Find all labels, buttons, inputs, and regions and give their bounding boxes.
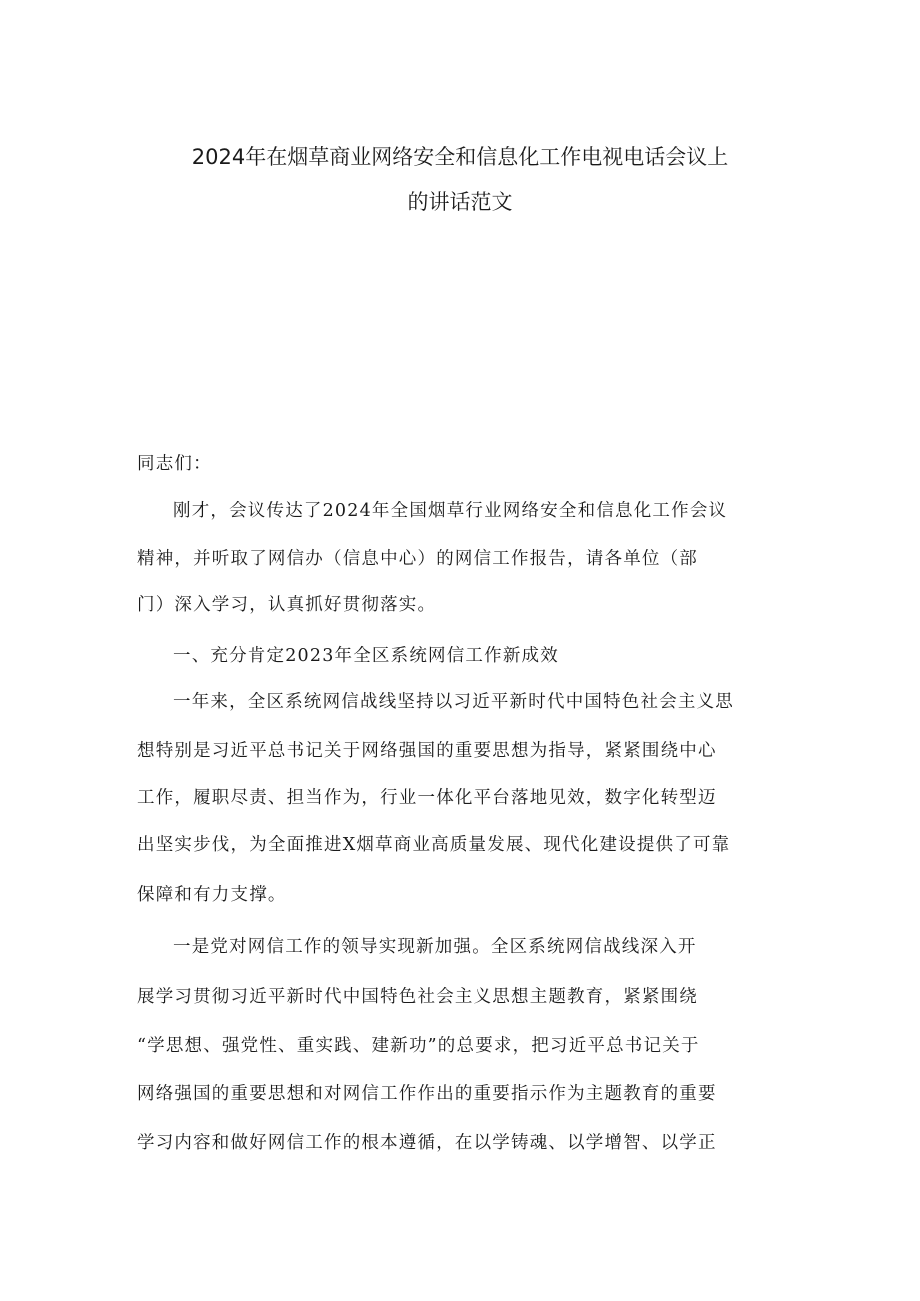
paragraph-4-line-4: 网络强国的重要思想和对网信工作作出的重要指示作为主题教育的重要 xyxy=(137,1084,717,1104)
paragraph-1-line-2: 精神，并听取了网信办（信息中心）的网信工作报告，请各单位（部 xyxy=(137,549,698,569)
paragraph-1-line-1: 刚才，会议传达了2024年全国烟草行业网络安全和信息化工作会议 xyxy=(173,501,728,521)
paragraph-3-line-3: 工作，履职尽责、担当作为，行业一体化平台落地见效，数字化转型迈 xyxy=(137,788,717,808)
paragraph-3-line-1: 一年来，全区系统网信战线坚持以习近平新时代中国特色社会主义思 xyxy=(173,692,734,712)
document-title xyxy=(100,135,820,225)
title-line-2: 的讲话范文 xyxy=(407,190,513,214)
paragraph-4-line-5: 学习内容和做好网信工作的根本遵循，在以学铸魂、以学增智、以学正 xyxy=(137,1133,717,1153)
paragraph-1-line-3: 门）深入学习，认真抓好贯彻落实。 xyxy=(137,595,437,615)
paragraph-3-line-2: 想特别是习近平总书记关于网络强国的重要思想为指导，紧紧围绕中心 xyxy=(137,741,717,761)
paragraph-3-line-4: 出坚实步伐，为全面推进X烟草商业高质量发展、现代化建设提供了可靠 xyxy=(137,835,731,855)
section-heading-1: 一、充分肯定2023年全区系统网信工作新成效 xyxy=(173,646,559,666)
paragraph-4-line-1: 一是党对网信工作的领导实现新加强。全区系统网信战线深入开 xyxy=(173,937,697,957)
paragraph-4-line-3: “学思想、强党性、重实践、建新功”的总要求，把习近平总书记关于 xyxy=(137,1036,700,1056)
title-line-1: 2024年在烟草商业网络安全和信息化工作电视电话会议上 xyxy=(191,145,729,169)
salutation: 同志们： xyxy=(137,454,212,474)
paragraph-3-line-5: 保障和有力支撑。 xyxy=(137,885,287,905)
paragraph-4-line-2: 展学习贯彻习近平新时代中国特色社会主义思想主题教育，紧紧围绕 xyxy=(137,987,698,1007)
